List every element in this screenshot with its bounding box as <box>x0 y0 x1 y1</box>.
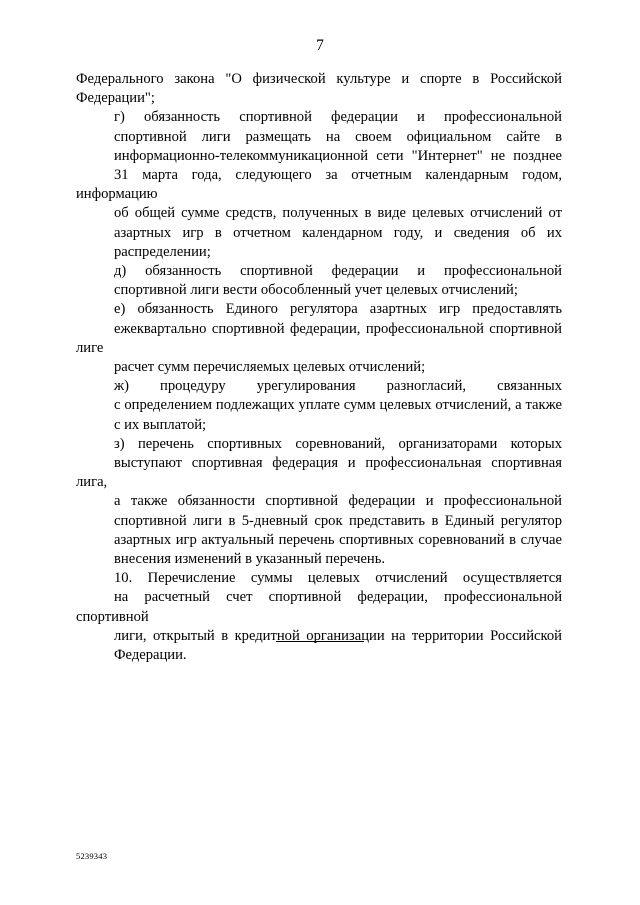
paragraph-item-zh <box>76 377 562 435</box>
text-line: распределении; <box>114 243 211 260</box>
text-line: выступают спортивная федерация и профессиональная спортивная лига, <box>76 455 562 491</box>
text-line: азартных игр актуальный перечень спортивных соревнований в случае <box>114 531 562 548</box>
text-line: информационно-телекоммуникационной сети "Интернет" не позднее <box>114 147 562 164</box>
paragraph-item-e <box>76 300 562 377</box>
text-line: Федерации"; <box>76 90 155 107</box>
paragraph-continuation <box>76 70 562 108</box>
page-number: 7 <box>316 37 324 54</box>
text-line: ежеквартально спортивной федерации, профессиональной спортивной лиге <box>76 320 562 356</box>
paragraph-item-z <box>76 435 562 569</box>
text-line: спортивной лиги размещать на своем официальном сайте в <box>114 128 562 145</box>
end-divider-line <box>276 641 364 642</box>
text-line: спортивной лиги вести обособленный учет целевых отчислений; <box>114 282 518 299</box>
text-line: азартных игр в отчетном календарном году, и сведения об их <box>114 224 562 241</box>
text-line: з) перечень спортивных соревнований, организаторами которых <box>114 435 562 452</box>
text-line: а также обязанности спортивной федерации и профессиональной <box>114 493 562 510</box>
text-line: внесения изменений в указанный перечень. <box>114 551 386 568</box>
text-line: спортивной лиги в 5-дневный срок представить в Единый регулятор <box>114 512 562 529</box>
document-code: 5239343 <box>76 851 108 861</box>
paragraph-item-g <box>76 108 562 262</box>
text-line: д) обязанность спортивной федерации и профессиональной <box>114 263 562 280</box>
text-line: г) обязанность спортивной федерации и профессиональной <box>114 109 562 126</box>
text-line: лиги, открытый в кредитной организации на территории Российской <box>114 627 562 644</box>
body-text <box>76 70 562 665</box>
text-line: Федерации. <box>114 647 187 664</box>
text-line: е) обязанность Единого регулятора азартных игр предоставлять <box>114 301 562 318</box>
paragraph-item-d <box>76 262 562 300</box>
text-line: с их выплатой; <box>114 416 207 433</box>
text-line: ж) процедуру урегулирования разногласий, связанных <box>114 378 562 395</box>
paragraph-point-10 <box>76 569 562 665</box>
text-line: 10. Перечисление суммы целевых отчислений осуществляется <box>114 570 562 587</box>
text-line: 31 марта года, следующего за отчетным календарным годом, информацию <box>76 167 562 203</box>
text-line: об общей сумме средств, полученных в виде целевых отчислений от <box>114 205 562 222</box>
text-line: Федерального закона "О физической культуре и спорте в Российской <box>76 71 562 87</box>
text-line: с определением подлежащих уплате сумм целевых отчислений, а также <box>114 397 562 414</box>
text-line: на расчетный счет спортивной федерации, профессиональной спортивной <box>76 589 562 625</box>
text-line: расчет сумм перечисляемых целевых отчислений; <box>114 359 426 376</box>
